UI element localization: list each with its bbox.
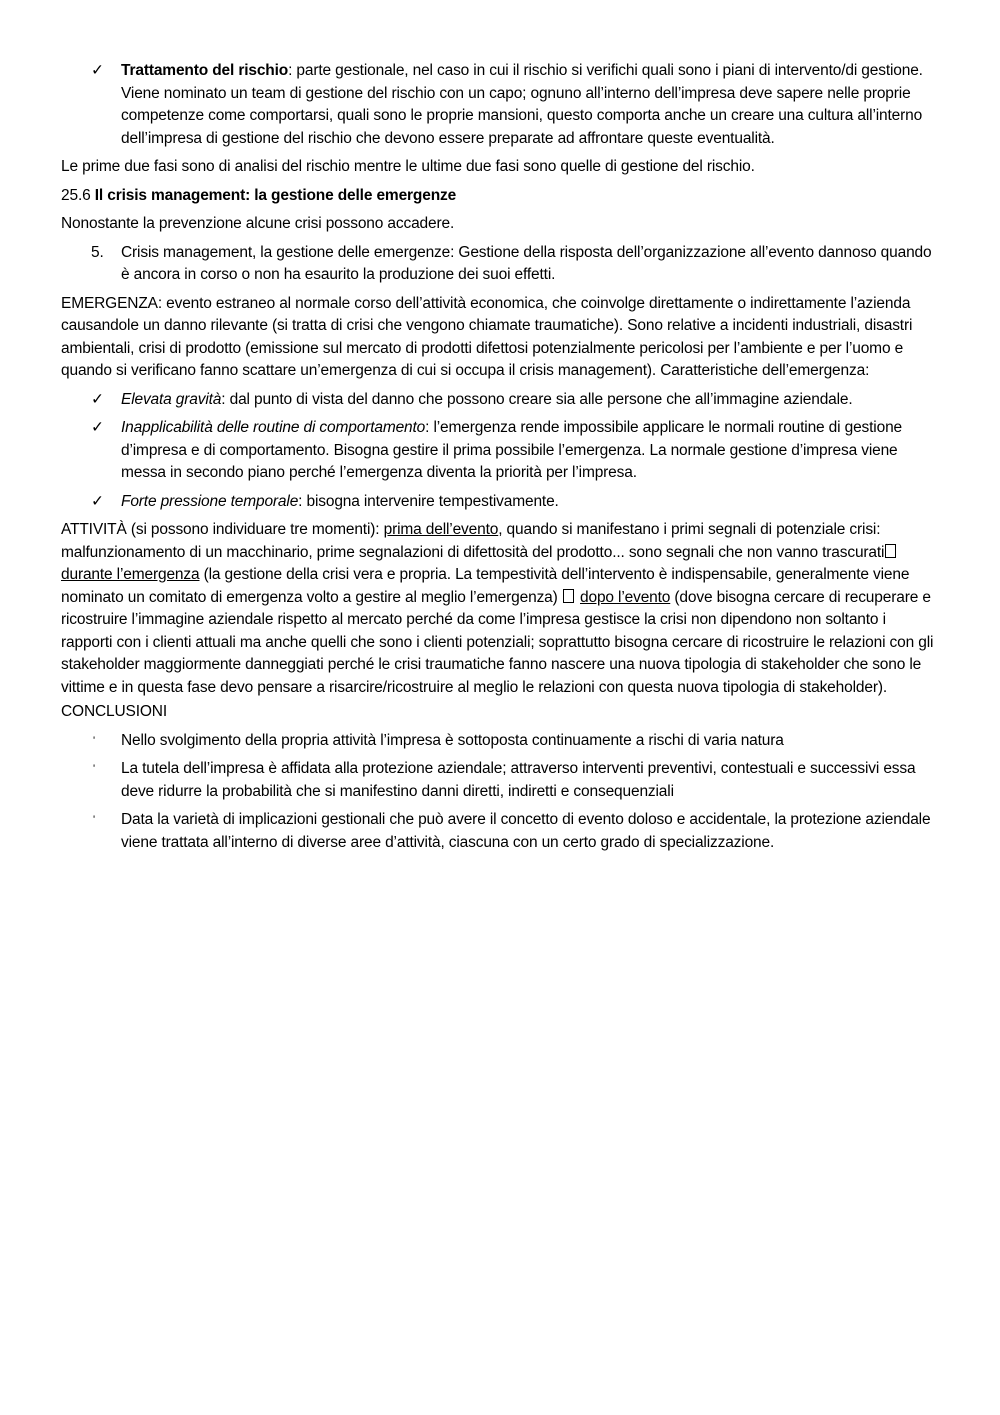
characteristic-item [61, 417, 941, 485]
risk-treatment-text: : parte gestionale, nel caso in cui il rischio si verifichi quali sono i piani di intervento/di gestione. Viene nominato un team di gestione del rischio con un capo; ognuno all’interno dell’impresa deve sapere nelle proprie competenze come comportarsi, quali sono le proprie mansioni, questo comporta anche un creare una cultura all’interno dell’impresa di gestione del rischio che devono essere preparate ad affrontare queste eventualità. [121, 62, 923, 147]
before-event-label: prima dell’evento [383, 521, 499, 538]
phases-summary: Le prime due fasi sono di analisi del rischio mentre le ultime due fasi sono quelle di gestione del rischio. [61, 158, 755, 175]
during-emergency-label: durante l’emergenza [61, 566, 200, 583]
missing-glyph-icon [885, 544, 896, 558]
risk-treatment-item [61, 60, 941, 150]
characteristic-item [61, 389, 941, 412]
conclusion-item [61, 758, 941, 803]
document-body [61, 60, 941, 860]
bullet-icon: ' [93, 734, 95, 747]
check-icon: ✓ [91, 62, 104, 79]
characteristic-text: : l’emergenza rende impossibile applicare le normali routine di gestione d’impresa e di comportamento. Bisogna gestire il prima possibile l’emergenza. La normale gestione d’impresa viene messa in secondo piano perché l’emergenza diventa la priorità per l’impresa. [121, 419, 903, 481]
check-icon: ✓ [91, 390, 104, 408]
conclusion-item [61, 730, 941, 753]
conclusion-text: La tutela dell’impresa è affidata alla protezione aziendale; attraverso interventi preventivi, contestuali e successivi essa deve ridurre la probabilità che si manifestino danni diretti, indiretti e consequenziali [121, 760, 916, 800]
intro-paragraph: Nonostante la prevenzione alcune crisi possono accadere. [61, 215, 455, 232]
section-title: Il crisis management: la gestione delle emergenze [94, 186, 457, 204]
section-number: 25.6 [61, 186, 91, 204]
conclusion-item [61, 809, 941, 854]
characteristic-item [61, 491, 941, 514]
after-event-label: dopo l’evento [580, 588, 671, 606]
activities-paragraph [61, 519, 941, 699]
activities-lead: ATTIVITÀ (si possono individuare tre momenti): [61, 521, 384, 538]
characteristic-term: Elevata gravità [121, 390, 222, 408]
bullet-icon: ' [93, 763, 95, 775]
numbered-item [61, 242, 941, 287]
characteristic-term: Forte pressione temporale [121, 492, 299, 510]
check-icon: ✓ [91, 419, 104, 436]
characteristic-text: : dal punto di vista del danno che possono creare sia alle persone che all’immagine aziendale. [221, 390, 853, 408]
numbered-item-text: Crisis management, la gestione delle emergenze: Gestione della risposta dell’organizzazione all’evento dannoso quando è ancora in corso o non ha esaurito la produzione dei suoi effetti. [121, 243, 932, 283]
section-heading [61, 185, 941, 208]
missing-glyph-icon [563, 589, 574, 603]
check-icon: ✓ [91, 492, 104, 510]
emergency-paragraph: EMERGENZA: evento estraneo al normale corso dell’attività economica, che coinvolge direttamente o indirettamente l’azienda causandole un danno rilevante (si tratta di crisi che vengono chiamate traumatiche). Sono relative a incidenti industriali, disastri ambientali, crisi di prodotto (emissione sul mercato di prodotti difettosi potenzialmente pericolosi per l’ambiente e per l’uomo e quando si verificano fanno scattare un’emergenza di cui si occupa il crisis management). Caratteristiche dell’emergenza: [61, 294, 913, 379]
item-number: 5. [91, 243, 104, 261]
characteristic-term: Inapplicabilità delle routine di comportamento [121, 419, 426, 436]
conclusion-text: Data la varietà di implicazioni gestionali che può avere il concetto di evento doloso e accidentale, la protezione aziendale viene trattata all’interno di diverse aree d’attività, ciascuna con un certo grado di specializzazione. [121, 811, 931, 851]
before-event-text: , quando si manifestano i primi segnali di potenziale crisi: malfunzionamento di un macchinario, prime segnalazioni di difettosità del prodotto... sono segnali che non vanno trascurati [61, 521, 885, 561]
conclusions-heading: CONCLUSIONI [61, 703, 168, 720]
during-emergency-text: (la gestione della crisi vera e propria. La tempestività dell’intervento è indispensabile, generalmente viene nominato un comitato di emergenza volto a gestire al meglio l’emergenza) [61, 566, 910, 606]
bullet-icon: ' [93, 814, 95, 826]
conclusion-text: Nello svolgimento della propria attività l’impresa è sottoposta continuamente a rischi di varia natura [121, 731, 784, 749]
risk-treatment-term: Trattamento del rischio [121, 62, 289, 79]
after-event-text: (dove bisogna cercare di recuperare e ricostruire l’immagine aziendale rispetto al mercato perché da come l’impresa gestisce la crisi non dipendono non soltanto i rapporti con i clienti attuali ma anche quelli che sono i clienti potenziali; soprattutto bisogna cercare di ricostruire le relazioni con gli stakeholder maggiormente danneggiati perché le crisi traumatiche fanno nascere una nuova tipologia di stakeholder che sono le vittime e in questa fase devo pensare a risarcire/ricostruire al meglio le relazioni con questa nuova tipologia di stakeholder). [61, 588, 934, 696]
characteristic-text: : bisogna intervenire tempestivamente. [298, 492, 559, 510]
